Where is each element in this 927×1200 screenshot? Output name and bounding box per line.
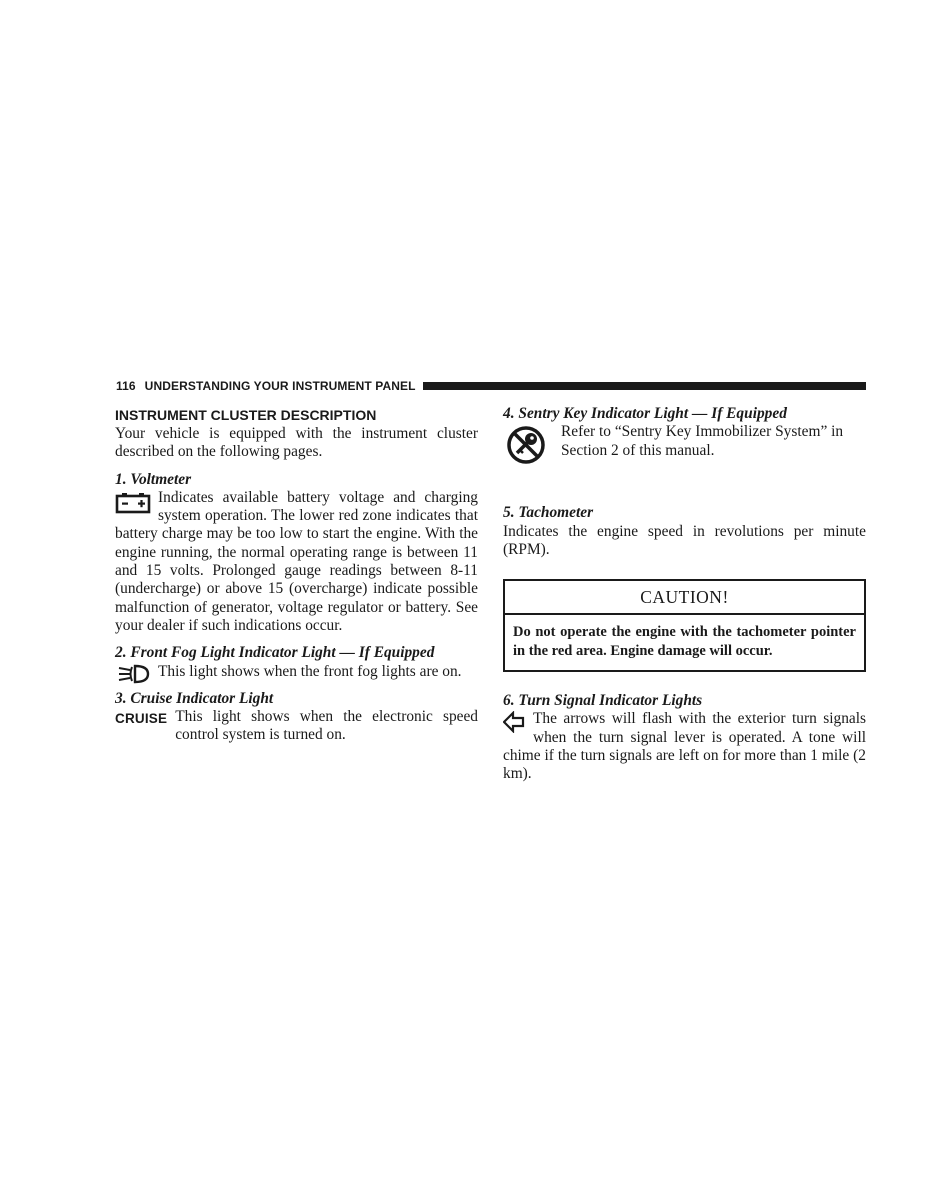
turn-signal-heading: 6. Turn Signal Indicator Lights xyxy=(503,692,703,710)
header-rule xyxy=(423,382,866,390)
tachometer-heading: 5. Tachometer xyxy=(503,504,594,522)
cruise-icon: CRUISE xyxy=(115,711,168,727)
turn-signal-section xyxy=(503,692,866,783)
cruise-section xyxy=(115,690,478,745)
sentry-key-body: Refer to “Sentry Key Immobilizer System” in Section 2 of this manual. xyxy=(561,423,844,459)
turn-signal-text xyxy=(503,710,866,783)
cruise-heading: 3. Cruise Indicator Light xyxy=(115,689,274,707)
voltmeter-section xyxy=(115,471,478,636)
fog-light-text xyxy=(115,663,478,681)
intro-paragraph: Your vehicle is equipped with the instrument cluster described on the following pages. xyxy=(115,425,478,461)
fog-light-section xyxy=(115,644,478,681)
battery-icon xyxy=(115,492,151,519)
section-title-header: UNDERSTANDING YOUR INSTRUMENT PANEL xyxy=(144,379,416,393)
tachometer-body: Indicates the engine speed in revolutions per minute (RPM). xyxy=(503,522,866,558)
page-header xyxy=(116,378,866,394)
right-column xyxy=(503,405,866,784)
sentry-key-heading: 4. Sentry Key Indicator Light — If Equipped xyxy=(503,405,787,422)
fog-light-body: This light shows when the front fog lights are on. xyxy=(158,662,462,680)
fog-light-heading: 2. Front Fog Light Indicator Light — If Equipped xyxy=(115,644,435,662)
sentry-key-icon xyxy=(506,425,546,470)
voltmeter-heading: 1. Voltmeter xyxy=(115,470,192,488)
cruise-text xyxy=(115,708,478,745)
caution-box xyxy=(503,579,866,672)
cruise-body: This light shows when the electronic speed control system is turned on. xyxy=(175,708,478,744)
left-column xyxy=(115,405,478,745)
page-title: INSTRUMENT CLUSTER DESCRIPTION xyxy=(115,407,377,423)
tachometer-section xyxy=(503,504,866,559)
page-number: 116 xyxy=(116,379,136,393)
caution-text: Do not operate the engine with the tachometer pointer in the red area. Engine damage will occur. xyxy=(513,624,856,660)
voltmeter-body: Indicates available battery voltage and charging system operation. The lower red zone indicates that battery charge may be too low to start the engine. With the engine running, the normal operating range is between 11 and 15 volts. Prolonged gauge readings between 8-11 (undercharge) or above 15 (overcharge) indicate possible malfunction of generator, voltage regulator or battery. See your dealer if such indications occur. xyxy=(115,488,478,634)
fog-light-icon xyxy=(115,663,151,690)
turn-signal-icon xyxy=(503,711,525,738)
turn-signal-body: The arrows will flash with the exterior turn signals when the turn signal lever is operated. A tone will chime if the turn signals are left on for more than 1 mile (2 km). xyxy=(503,710,866,783)
sentry-key-section xyxy=(503,405,866,470)
voltmeter-text xyxy=(115,489,478,635)
caution-title: CAUTION! xyxy=(505,581,864,615)
